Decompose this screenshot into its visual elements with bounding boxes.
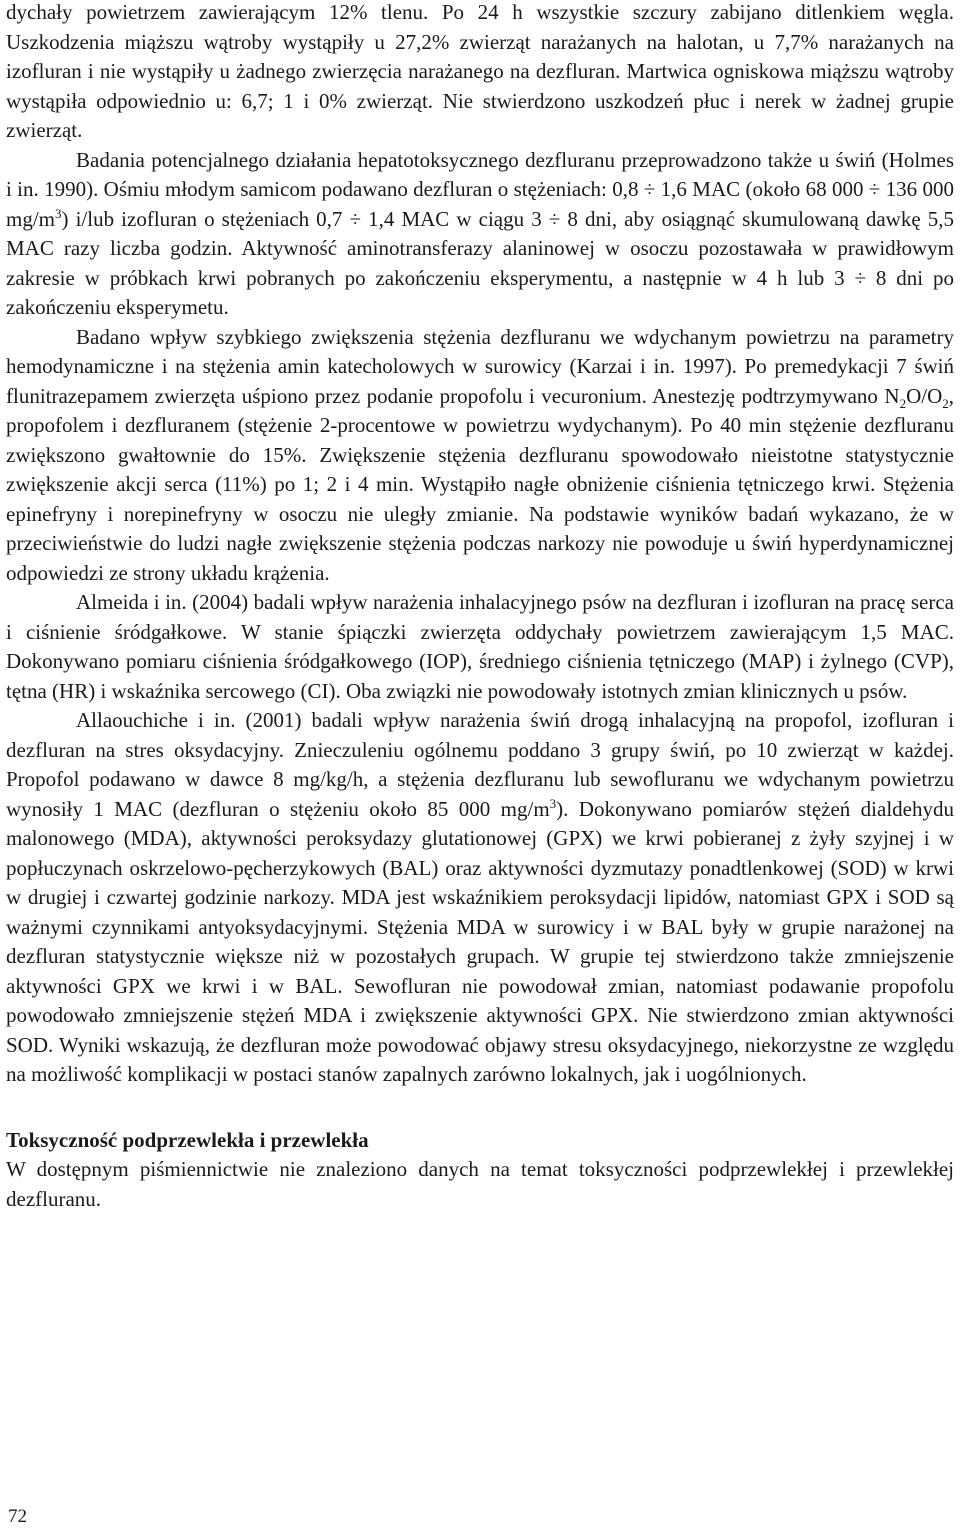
paragraph-text: dychały powietrzem zawierającym 12% tlenu. Po 24 h wszystkie szczury zabijano ditlenkiem węgla. Uszkodzenia miąższu wątroby wystąpiły u 27,2% zwierząt narażanych na halotan, u 7,7% narażanych na izofluran i nie wystąpiły u żadnego zwierzęcia narażanego na dezfluran. Martwica ogniskowa miąższu wątroby wystąpiła odpowiednio u: 6,7; 1 i 0% zwierząt. Nie stwierdzono uszkodzeń płuc i nerek w żadnej grupie zwierząt. [6, 0, 954, 142]
superscript: 3 [55, 205, 62, 221]
paragraph-text: O/O [906, 383, 943, 408]
subscript: 2 [899, 395, 907, 411]
paragraph-pig-hepatotoxicity [6, 146, 954, 323]
subscript: 2 [942, 395, 949, 411]
section-heading: Toksyczność podprzewlekła i przewlekła [6, 1127, 369, 1152]
paragraph-text: , propofolem i dezfluranem (stężenie 2-procentowe w powietrzu wydychanym). Po 40 min stężenie dezfluranu zwiększono gwałtownie do 15%. Zwiększenie stężenia dezfluranu spowodowało nieistotne statystycznie zwiększenie akcji serca (11%) po 1; 2 i 4 min. Wystąpiło nagłe obniżenie ciśnienia tętniczego krwi. Stężenia epinefryny i norepinefryny w osoczu nie uległy zmianie. Na podstawie wyników badań wykazano, że w przeciwieństwie do ludzi nagłe zwiększenie stężenia podczas narkozy nie powoduje u świń hyperdynamicznej odpowiedzi ze strony układu krążenia. [6, 383, 954, 585]
paragraph-text: ). Dokonywano pomiarów stężeń dialdehydu malonowego (MDA), aktywności peroksydazy glutationowej (GPX) we krwi pobieranej z żyły szyjnej i w popłuczynach oskrzelowo-pęcherzykowych (BAL) oraz aktywności dyzmutazy ponadtlenkowej (SOD) w krwi w drugiej i czwartej godzinie narkozy. MDA jest wskaźnikiem peroksydacji lipidów, natomiast GPX i SOD są ważnymi czynnikami antyoksydacyjnymi. Stężenia MDA w surowicy i w BAL były w grupie narażonej na dezfluran statystycznie większe niż w pozostałych grupach. W grupie tej stwierdzono także zmniejszenie aktywności GPX we krwi i w BAL. Sewofluran nie powodował zmian, natomiast podawanie propofolu powodowało zmniejszenie stężeń MDA i zwiększenie aktywności GPX. Nie stwierdzono zmian aktywności SOD. Wyniki wskazują, że dezfluran może powodować objawy stresu oksydacyjnego, niekorzystne ze względu na możliwość komplikacji w postaci stanów zapalnych zarówno lokalnych, jak i uogólnionych. [6, 796, 954, 1086]
page-number: 72 [8, 1506, 27, 1527]
paragraph-hemodynamics [6, 323, 954, 589]
paragraph-text: Badania potencjalnego działania hepatotoksycznego dezfluranu przeprowadzono także u świń (Holmes i in. 1990). Ośmiu młodym samicom podawano dezfluran o stężeniach: 0,8 ÷ 1,6 MAC (około 68 000 ÷ 136 000 mg/m [6, 147, 954, 231]
paragraph-text: Allaouchiche i in. (2001) badali wpływ narażenia świń drogą inhalacyjną na propofol, izofluran i dezfluran na stres oksydacyjny. Znieczuleniu ogólnemu poddano 3 grupy świń, po 10 zwierząt w każdej. Propofol podawano w dawce 8 mg/kg/h, a stężenia dezfluranu lub sewofluranu we wdychanym powietrzu wynosiły 1 MAC (dezfluran o stężeniu około 85 000 mg/m [6, 708, 954, 821]
text-column [6, 0, 954, 1214]
paragraph-chronic-toxicity: W dostępnym piśmiennictwie nie znaleziono danych na temat toksyczności podprzewlekłej i przewlekłej dezfluranu. [6, 1157, 954, 1211]
paragraph-text: ) i/lub izofluran o stężeniach 0,7 ÷ 1,4 MAC w ciągu 3 ÷ 8 dni, aby osiągnąć skumulowaną dawkę 5,5 MAC razy liczba godzin. Aktywność aminotransferazy alaninowej w osoczu pozostawała w prawidłowym zakresie w próbkach krwi pobranych po zakończeniu eksperymentu, a następnie w 4 h lub 3 ÷ 8 dni po zakończeniu eksperymetu. [6, 206, 954, 319]
paragraph-rat-liver-results [6, 0, 954, 146]
paragraph-dogs-intraocular [6, 588, 954, 706]
paragraph-text: Badano wpływ szybkiego zwiększenia stężenia dezfluranu we wdychanym powietrzu na parametry hemodynamiczne i na stężenia amin katecholowych w surowicy (Karzai i in. 1997). Po premedykacji 7 świń flunitrazepamem zwierzęta uśpiono przez podanie propofolu i vecuronium. Anestezję podtrzymywano N [6, 324, 954, 408]
paragraph-text: Almeida i in. (2004) badali wpływ narażenia inhalacyjnego psów na dezfluran i izofluran na pracę serca i ciśnienie śródgałkowe. W stanie śpiączki zwierzęta oddychały powietrzem zawierającym 1,5 MAC. Dokonywano pomiaru ciśnienia śródgałkowego (IOP), średniego ciśnienia tętniczego (MAP) i żylnego (CVP), tętna (HR) i wskaźnika sercowego (CI). Oba związki nie powodowały istotnych zmian klinicznych u psów. [6, 590, 954, 703]
paragraph-oxidative-stress [6, 706, 954, 1090]
superscript: 3 [549, 795, 557, 811]
